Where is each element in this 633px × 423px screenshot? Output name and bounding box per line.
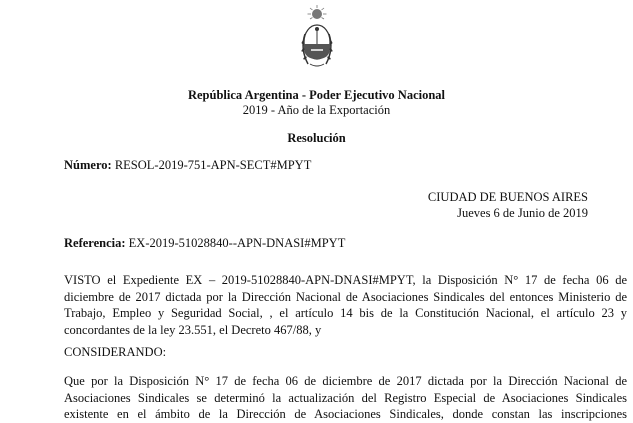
government-header: República Argentina - Poder Ejecutivo Nacional bbox=[187, 88, 446, 102]
referencia-value: EX-2019-51028840--APN-DNASI#MPYT bbox=[128, 236, 346, 250]
considerando-heading: CONSIDERANDO: bbox=[64, 345, 167, 359]
sun-icon bbox=[308, 5, 327, 19]
referencia-line bbox=[64, 236, 345, 251]
date: Jueves 6 de Junio de 2019 bbox=[457, 206, 588, 220]
city: CIUDAD DE BUENOS AIRES bbox=[427, 190, 588, 204]
considerando-line: existente en el ámbito de la Dirección de Asociaciones Sindicales, donde constan las inscripciones bbox=[64, 407, 627, 421]
considerando-line: Asociaciones Sindicales se determinó la actualización del Registro Especial de Asociaciones Sindicales bbox=[64, 390, 627, 405]
visto-paragraph bbox=[64, 272, 627, 338]
considerando-paragraph bbox=[64, 373, 627, 423]
numero-label: Número: bbox=[64, 158, 112, 172]
visto-line: Trabajo, Empleo y Seguridad Social, , el artículo 14 bis de la Constitución Nacional, el artículo 23 y bbox=[64, 306, 627, 320]
visto-line: diciembre de 2017 dictada por la Dirección Nacional de Asociaciones Sindicales del entonces Ministerio de bbox=[64, 289, 627, 304]
numero-value: RESOL-2019-751-APN-SECT#MPYT bbox=[114, 158, 312, 172]
year-motto: 2019 - Año de la Exportación bbox=[242, 103, 391, 117]
document-type: Resolución bbox=[287, 131, 346, 145]
visto-line: VISTO el Expediente EX – 2019-51028840-APN-DNASI#MPYT, la Disposición N° 17 de fecha 06 de bbox=[64, 273, 627, 287]
considerando-line: Que por la Disposición N° 17 de fecha 06 de diciembre de 2017 dictada por la Dirección Nacional de bbox=[64, 374, 627, 388]
visto-line: concordantes de la ley 23.551, el Decreto 467/88, y bbox=[64, 322, 322, 337]
numero-line bbox=[64, 158, 311, 173]
argentina-coat-of-arms-icon bbox=[298, 4, 336, 84]
referencia-label: Referencia: bbox=[64, 236, 126, 250]
